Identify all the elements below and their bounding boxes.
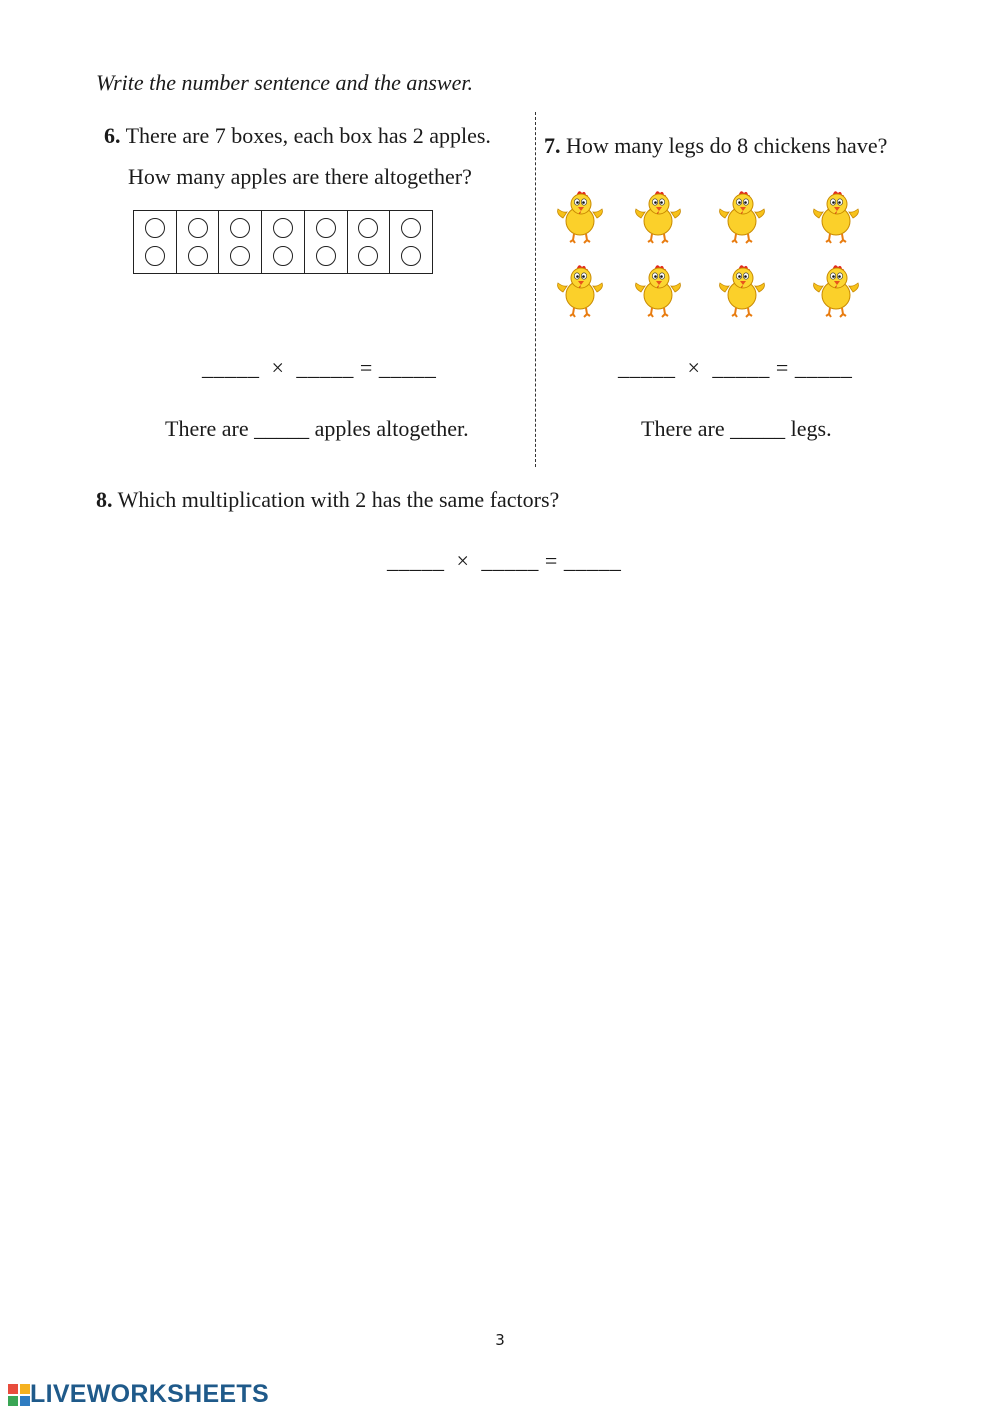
times-sign: × — [271, 355, 285, 380]
q6-answer-blank[interactable]: _____ — [254, 416, 310, 441]
apple-circle — [316, 218, 336, 238]
times-sign: × — [456, 548, 470, 573]
q6-equation — [202, 355, 436, 381]
page-number: 3 — [495, 1331, 505, 1349]
equals-sign: = — [544, 548, 558, 573]
q6-answer-pre: There are — [165, 416, 249, 441]
apple-circle — [273, 218, 293, 238]
q8-product-blank[interactable]: _____ — [563, 548, 622, 573]
q8-question — [96, 487, 559, 513]
apple-circle — [145, 246, 165, 266]
apple-circle — [358, 246, 378, 266]
q7-factor1-blank[interactable]: _____ — [618, 355, 676, 380]
q7-question — [544, 133, 887, 159]
q6-answer-sentence — [165, 416, 469, 442]
q6-line1-text: There are 7 boxes, each box has 2 apples. — [125, 123, 491, 148]
q8-factor2-blank[interactable]: _____ — [481, 548, 539, 573]
equals-sign: = — [775, 355, 789, 380]
q7-text: How many legs do 8 chickens have? — [566, 133, 888, 158]
apple-box — [305, 211, 348, 273]
q8-factor1-blank[interactable]: _____ — [387, 548, 445, 573]
apple-circle — [273, 246, 293, 266]
q6-factor2-blank[interactable]: _____ — [296, 355, 354, 380]
q7-answer-sentence — [641, 416, 832, 442]
apple-circle — [230, 246, 250, 266]
chicken-icon — [555, 188, 605, 249]
apple-circle — [230, 218, 250, 238]
chicken-icon — [717, 188, 767, 249]
q8-text: Which multiplication with 2 has the same factors? — [117, 487, 560, 512]
q6-factor1-blank[interactable]: _____ — [202, 355, 260, 380]
equals-sign: = — [359, 355, 373, 380]
q6-product-blank[interactable]: _____ — [378, 355, 437, 380]
q6-line2: How many apples are there altogether? — [128, 164, 472, 189]
apple-box — [219, 211, 262, 273]
q7-factor2-blank[interactable]: _____ — [712, 355, 770, 380]
liveworksheets-logo — [8, 1380, 269, 1409]
q8-number: 8. — [96, 487, 113, 512]
q7-answer-post: legs. — [790, 416, 832, 441]
apple-box — [348, 211, 391, 273]
apple-box — [262, 211, 305, 273]
apple-boxes — [133, 210, 433, 274]
q7-equation — [618, 355, 852, 381]
liveworksheets-logo-icon — [8, 1384, 30, 1406]
q7-answer-blank[interactable]: _____ — [730, 416, 786, 441]
chicken-icon — [633, 188, 683, 249]
chicken-icon — [811, 188, 861, 249]
liveworksheets-brand: LIVEWORKSHEETS — [30, 1380, 269, 1408]
apple-box — [134, 211, 177, 273]
apple-circle — [316, 246, 336, 266]
apple-circle — [188, 218, 208, 238]
q7-answer-pre: There are — [641, 416, 725, 441]
q7-number: 7. — [544, 133, 561, 158]
apple-box — [390, 211, 432, 273]
q7-product-blank[interactable]: _____ — [794, 355, 853, 380]
apple-circle — [401, 218, 421, 238]
instruction-text: Write the number sentence and the answer. — [96, 70, 473, 95]
column-divider — [535, 112, 536, 467]
chicken-icon — [633, 262, 683, 323]
q8-equation — [387, 548, 621, 574]
chicken-icon — [555, 262, 605, 323]
apple-box — [177, 211, 220, 273]
apple-circle — [188, 246, 208, 266]
q6-number: 6. — [104, 123, 121, 148]
apple-circle — [145, 218, 165, 238]
chicken-pictures — [0, 0, 1000, 1]
chicken-icon — [811, 262, 861, 323]
q6-line1 — [104, 123, 491, 149]
apple-circle — [358, 218, 378, 238]
chicken-icon — [717, 262, 767, 323]
apple-circle — [401, 246, 421, 266]
q6-answer-post: apples altogether. — [314, 416, 469, 441]
times-sign: × — [687, 355, 701, 380]
